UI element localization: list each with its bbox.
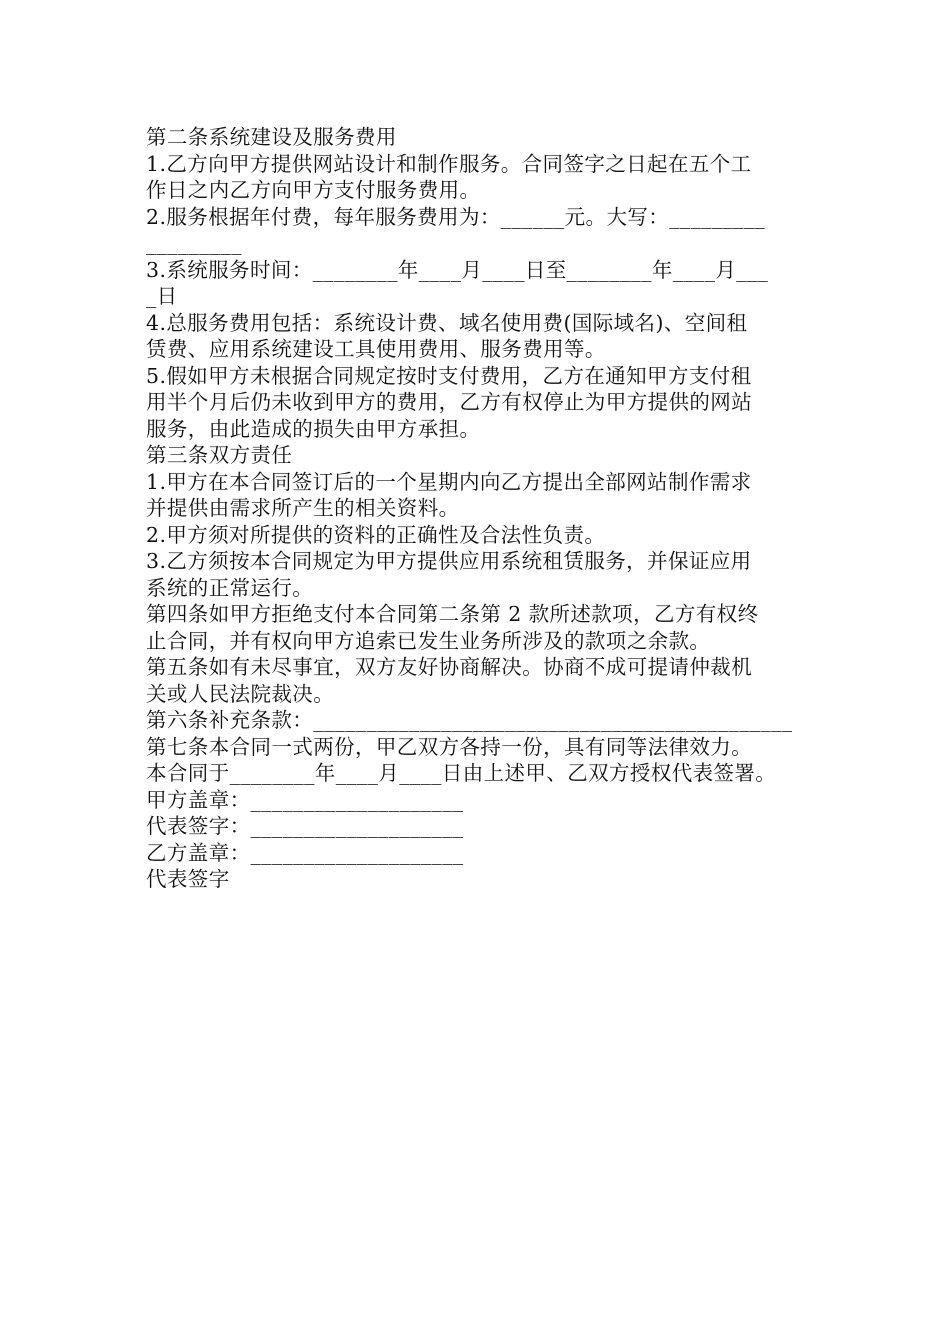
clause-3-1-line-1: 1.甲方在本合同签订后的一个星期内向乙方提出全部网站制作需求	[146, 469, 752, 494]
section-6: 第六条补充条款：_____________________________________________	[146, 708, 793, 732]
contract-text	[146, 124, 816, 893]
party-b-seal-line: 乙方盖章：____________________	[146, 840, 464, 865]
clause-2-2-line-1: 2.服务根据年付费，每年服务费用为：______元。大写：_________	[146, 204, 766, 229]
clause-2-1-line-2: 作日之内乙方向甲方支付服务费用。	[146, 178, 481, 202]
clause-2-2-line-2: _________	[146, 231, 242, 255]
section-heading-2: 第二条系统建设及服务费用	[146, 125, 397, 149]
section-5-line-2: 关或人民法院裁决。	[146, 681, 335, 706]
clause-3-2: 2.甲方须对所提供的资料的正确性及合法性负责。	[146, 522, 606, 547]
clause-2-1-line-1: 1.乙方向甲方提供网站设计和制作服务。合同签字之日起在五个工	[146, 151, 752, 176]
section-heading-3: 第三条双方责任	[146, 443, 293, 467]
signing-date-line: 本合同于________年____月____日由上述甲、乙双方授权代表签署。	[146, 761, 777, 785]
clause-3-3-line-2: 系统的正常运行。	[146, 575, 314, 600]
representative-signature-line-2: 代表签字	[146, 867, 230, 891]
clause-3-1-line-2: 并提供由需求所产生的相关资料。	[146, 496, 460, 520]
clause-2-5-line-3: 服务，由此造成的损失由甲方承担。	[146, 416, 481, 441]
section-5-line-1: 第五条如有未尽事宜，双方友好协商解决。协商不成可提请仲裁机	[146, 655, 753, 679]
clause-3-3-line-1: 3.乙方须按本合同规定为甲方提供应用系统租赁服务，并保证应用	[146, 549, 752, 573]
section-7: 第七条本合同一式两份，甲乙双方各持一份，具有同等法律效力。	[146, 734, 753, 759]
clause-2-4-line-1: 4.总服务费用包括：系统设计费、域名使用费(国际域名)、空间租	[146, 310, 748, 335]
clause-2-4-line-2: 赁费、应用系统建设工具使用费用、服务费用等。	[146, 337, 606, 361]
representative-signature-line-1: 代表签字：____________________	[146, 814, 464, 838]
clause-2-5-line-2: 用半个月后仍未收到甲方的费用，乙方有权停止为甲方提供的网站	[146, 390, 753, 414]
clause-2-3-line-2: _日	[146, 284, 178, 308]
party-a-seal-line: 甲方盖章：____________________	[146, 787, 464, 812]
clause-2-5-line-1: 5.假如甲方未根据合同规定按时支付费用，乙方在通知甲方支付租	[146, 363, 752, 388]
section-4-line-1: 第四条如甲方拒绝支付本合同第二条第 2 款所述款项，乙方有权终	[146, 602, 759, 626]
clause-2-3-line-1: 3.系统服务时间：________年____月____日至________年____月___	[146, 257, 769, 282]
section-4-line-2: 止合同，并有权向甲方追索已发生业务所涉及的款项之余款。	[146, 628, 711, 653]
